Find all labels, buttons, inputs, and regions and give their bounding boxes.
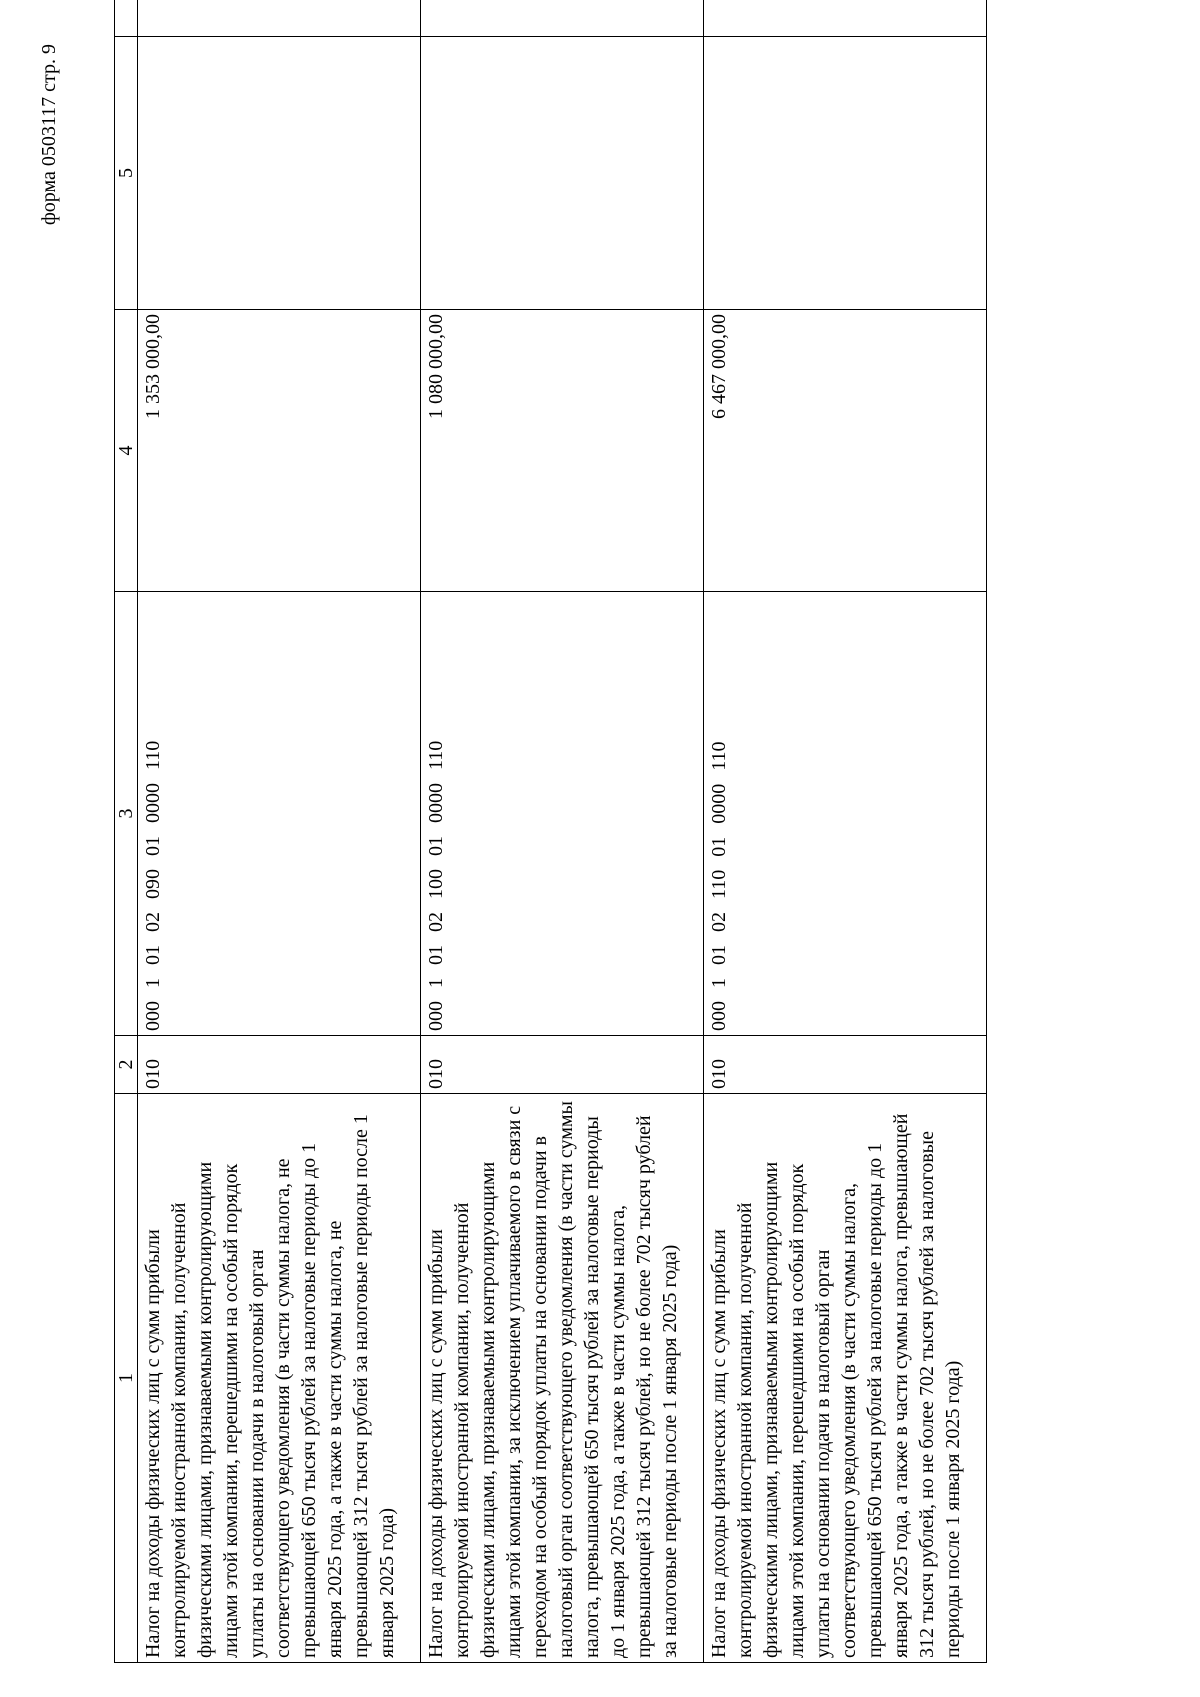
column-number xyxy=(115,0,138,37)
income-name-cell: Налог на доходы физических лиц с сумм прибыли контролируемой иностранной компании, полученной физическими лицами, признаваемыми контролирующими лицами этой компании, за исключением уплачиваемого в связи с переходом на особый порядок уплаты на основании подачи в налоговый орган соответствующего уведомления (в части суммы налога, превышающей 650 тысяч рублей за налоговые периоды до 1 января 2025 года, а также в части суммы налога, превышающей 312 тысяч рублей, но не более 702 тысяч рублей за налоговые периоды после 1 января 2025 года) xyxy=(421,1094,704,1663)
executed-amount-cell xyxy=(138,37,421,310)
income-report-table xyxy=(114,0,987,1663)
unexecuted-amount-cell xyxy=(421,0,704,37)
unexecuted-amount-cell xyxy=(704,0,987,37)
table-row xyxy=(704,0,987,1663)
kbk-code-cell: 000 1 01 02 090 01 0000 110 xyxy=(138,592,421,1036)
line-code-cell: 010 xyxy=(421,1036,704,1094)
kbk-code-cell: 000 1 01 02 110 01 0000 110 xyxy=(704,592,987,1036)
table-row xyxy=(421,0,704,1663)
unexecuted-amount-cell xyxy=(138,0,421,37)
form-label: форма 0503117 стр. 9 xyxy=(38,44,60,226)
column-number: 4 xyxy=(115,310,138,592)
column-number: 3 xyxy=(115,592,138,1036)
approved-amount-cell: 6 467 000,00 xyxy=(704,310,987,592)
column-number: 2 xyxy=(115,1036,138,1094)
column-number: 5 xyxy=(115,37,138,310)
approved-amount-cell: 1 080 000,00 xyxy=(421,310,704,592)
executed-amount-cell xyxy=(704,37,987,310)
column-number-row xyxy=(115,0,138,1663)
line-code-cell: 010 xyxy=(138,1036,421,1094)
table-row xyxy=(138,0,421,1663)
income-name-cell: Налог на доходы физических лиц с сумм прибыли контролируемой иностранной компании, полученной физическими лицами, признаваемыми контролирующими лицами этой компании, перешедшими на особый порядок уплаты на основании подачи в налоговый орган соответствующего уведомления (в части суммы налога, превышающей 650 тысяч рублей за налоговые периоды до 1 января 2025 года, а также в части суммы налога, превышающей 312 тысяч рублей, но не более 702 тысяч рублей за налоговые периоды после 1 января 2025 года) xyxy=(704,1094,987,1663)
line-code-cell: 010 xyxy=(704,1036,987,1094)
kbk-code-cell: 000 1 01 02 100 01 0000 110 xyxy=(421,592,704,1036)
executed-amount-cell xyxy=(421,37,704,310)
approved-amount-cell: 1 353 000,00 xyxy=(138,310,421,592)
column-number: 1 xyxy=(115,1094,138,1663)
income-name-cell: Налог на доходы физических лиц с сумм прибыли контролируемой иностранной компании, полученной физическими лицами, признаваемыми контролирующими лицами этой компании, перешедшими на особый порядок уплаты на основании подачи в налоговый орган соответствующего уведомления (в части суммы налога, не превышающей 650 тысяч рублей за налоговые периоды до 1 января 2025 года, а также в части суммы налога, не превышающей 312 тысяч рублей за налоговые периоды после 1 января 2025 года) xyxy=(138,1094,421,1663)
